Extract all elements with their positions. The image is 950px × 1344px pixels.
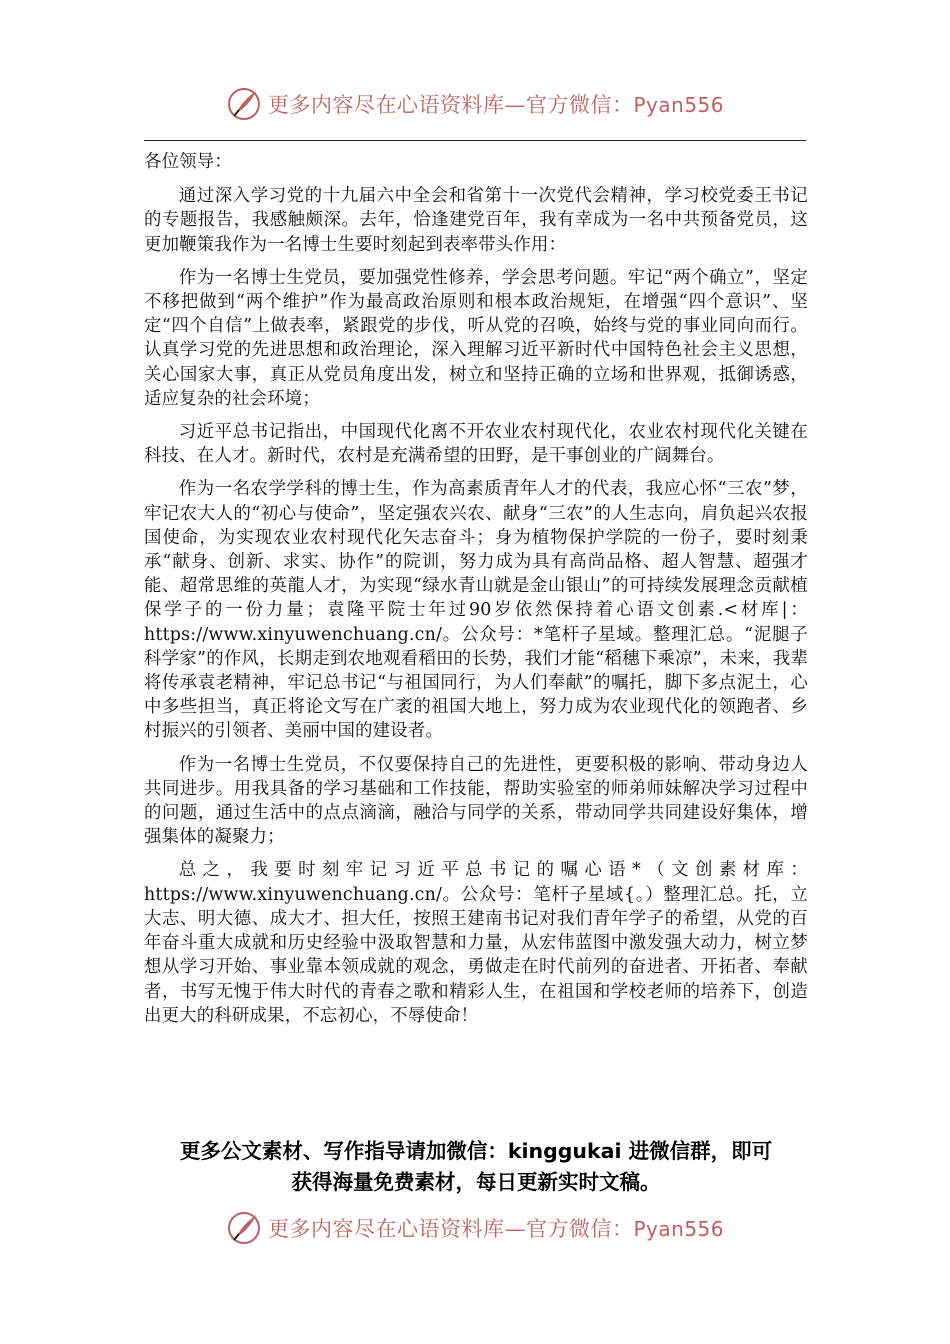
promo-line-1: 更多公文素材、写作指导请加微信：kinggukai 进微信群，即可	[179, 1139, 773, 1163]
header-banner	[0, 82, 950, 126]
paragraph: 作为一名农学学科的博士生，作为高素质青年人才的代表，我应心怀“三农”梦，牢记农大人的“初心与使命”，坚定强农兴农、献身“三农”的人生志向，肩负起兴农报国使命，为实现农业农村现代化矢志奋斗；身为植物保护学院的一份子，要时刻秉承“献身、创新、求实、协作”的院训，努力成为具有高尚品格、超人智慧、超强才能、超常思维的英龍人才，为实现“绿水青山就是金山银山”的可持续发展理念贡献植保学子的一份力量；袁隆平院士年过90岁依然保持着心语文创素.<材库|：https://www.xinyuwenchuang.cn/。公众号：*笔杆子星域。整理汇总。“泥腿子科学家”的作风，长期走到农地观看稻田的长势，我们才能“稻穗下乘凉”，未来，我辈将传承袁老精神，牢记总书记“与祖国同行，为人们奉献”的嘱托，脚下多点泥土，心中多些担当，真正将论文写在广袤的祖国大地上，努力成为农业现代化的领跑者、乡村振兴的引领者、美丽中国的建设者。	[144, 479, 808, 742]
promo-line-2: 获得海量免费素材，每日更新实时文稿。	[291, 1170, 661, 1194]
banner-text: 更多内容尽在心语资料库—官方微信：Pyan556	[267, 93, 724, 117]
paragraph: 通过深入学习党的十九届六中全会和省第十一次党代会精神，学习校党委王书记的专题报告，我感触颇深。去年，恰逢建党百年，我有幸成为一名中共预备党员，这更加鞭策我作为一名博士生要时刻起到表率带头作用：	[144, 186, 808, 255]
document-body	[144, 150, 808, 1037]
paragraph: 作为一名博士生党员，不仅要保持自己的先进性，更要积极的影响、带动身边人共同进步。用我具备的学习基础和工作技能，帮助实验室的师弟师妹解决学习过程中的问题，通过生活中的点点滴滴，融洽与同学的关系，带动同学共同建设好集体，增强集体的凝聚力；	[144, 754, 808, 848]
quill-pen-icon	[226, 1210, 262, 1246]
wechat-promo-note	[144, 1136, 808, 1198]
quill-pen-icon	[226, 86, 262, 122]
banner-text: 更多内容尽在心语资料库—官方微信：Pyan556	[267, 1217, 724, 1241]
paragraph: 习近平总书记指出，中国现代化离不开农业农村现代化，农业农村现代化关键在科技、在人才。新时代，农村是充满希望的田野，是干事创业的广阔舞台。	[144, 422, 808, 467]
paragraph: 作为一名博士生党员，要加强党性修养，学会思考问题。牢记“两个确立”，坚定不移把做到“两个维护”作为最高政治原则和根本政治规矩，在增强“四个意识”、坚定“四个自信”上做表率，紧跟党的步伐，听从党的召唤，始终与党的事业同向而行。认真学习党的先进思想和政治理论，深入理解习近平新时代中国特色社会主义思想，关心国家大事，真正从党员角度出发，树立和坚持正确的立场和世界观，抵御诱惑，适应复杂的社会环境；	[144, 267, 808, 409]
footer-banner	[0, 1206, 950, 1250]
greeting: 各位领导：	[144, 152, 232, 172]
header-divider	[144, 140, 806, 141]
paragraph: 总之，我要时刻牢记习近平总书记的嘱心语*（文创素材库：https://www.xinyuwenchuang.cn/。公众号：笔杆子星域{。）整理汇总。托，立大志、明大德、成大才、担大任，按照王建南书记对我们青年学子的希望，从党的百年奋斗重大成就和历史经验中汲取智慧和力量，从宏伟蓝图中激发强大动力，树立梦想从学习开始、事业靠本领成就的观念，勇做走在时代前列的奋进者、开拓者、奉献者，书写无愧于伟大时代的青春之歌和精彩人生，在祖国和学校老师的培养下，创造出更大的科研成果，不忘初心，不辱使命！	[144, 860, 808, 1026]
